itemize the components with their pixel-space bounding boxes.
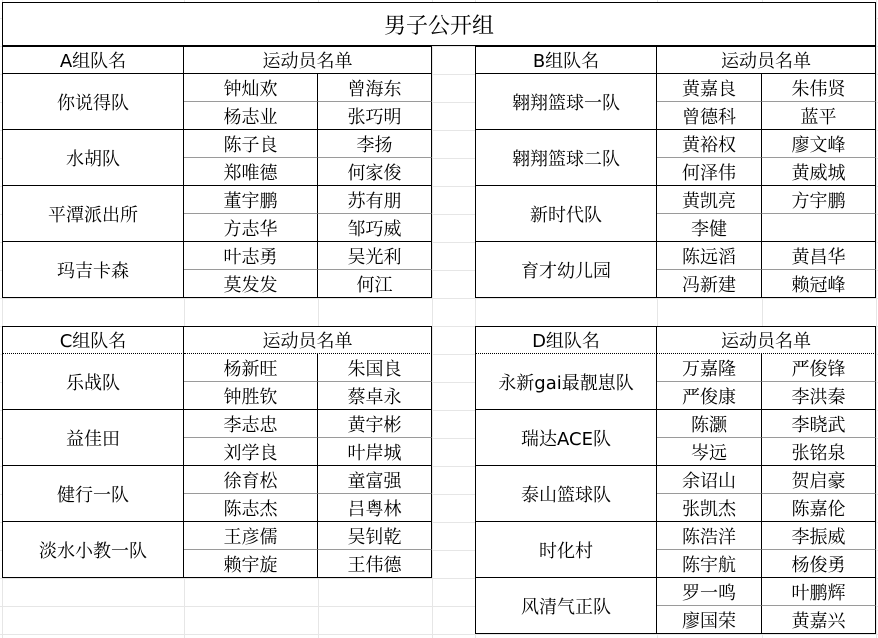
player-name: 陈志杰 xyxy=(184,494,318,522)
team-name: 时化村 xyxy=(475,522,657,578)
player-name: 贺启豪 xyxy=(762,466,876,494)
player-name: 何泽伟 xyxy=(657,158,762,186)
team-name: 永新gai最靓崽队 xyxy=(475,354,657,410)
page-title: 男子公开组 xyxy=(2,2,876,46)
player-name: 岑远 xyxy=(657,438,762,466)
player-name: 李健 xyxy=(657,214,762,242)
player-name: 黄昌华 xyxy=(762,242,876,270)
team-name: 翱翔篮球一队 xyxy=(475,74,657,130)
player-name: 黄嘉良 xyxy=(657,74,762,102)
player-name: 黄凯亮 xyxy=(657,186,762,214)
grid-line xyxy=(0,634,878,635)
player-name: 余诏山 xyxy=(657,466,762,494)
player-name: 黄裕权 xyxy=(657,130,762,158)
player-name: 万嘉隆 xyxy=(657,354,762,382)
player-name: 吕粤林 xyxy=(318,494,432,522)
player-name: 黄嘉兴 xyxy=(762,606,876,634)
player-name: 吴光利 xyxy=(318,242,432,270)
player-name: 朱伟贤 xyxy=(762,74,876,102)
team-name: 益佳田 xyxy=(2,410,184,466)
team-name: 瑞达ACE队 xyxy=(475,410,657,466)
group-header-players: 运动员名单 xyxy=(184,46,432,74)
player-name: 王彦儒 xyxy=(184,522,318,550)
player-name: 陈浩洋 xyxy=(657,522,762,550)
player-name: 杨志业 xyxy=(184,102,318,130)
grid-line xyxy=(876,0,877,638)
player-name: 钟灿欢 xyxy=(184,74,318,102)
player-name: 黄宇彬 xyxy=(318,410,432,438)
player-name: 童富强 xyxy=(318,466,432,494)
player-name: 朱国良 xyxy=(318,354,432,382)
team-name: 平潭派出所 xyxy=(2,186,184,242)
player-name: 黄威城 xyxy=(762,158,876,186)
player-name: 杨俊勇 xyxy=(762,550,876,578)
team-name: 育才幼儿园 xyxy=(475,242,657,298)
team-name: 玛吉卡森 xyxy=(2,242,184,298)
player-name: 叶志勇 xyxy=(184,242,318,270)
team-name: 健行一队 xyxy=(2,466,184,522)
team-name: 新时代队 xyxy=(475,186,657,242)
group-header-team: A组队名 xyxy=(2,46,184,74)
player-name: 钟胜钦 xyxy=(184,382,318,410)
player-name: 罗一鸣 xyxy=(657,578,762,606)
player-name: 方宇鹏 xyxy=(762,186,876,214)
player-name: 苏有朋 xyxy=(318,186,432,214)
player-name: 冯新建 xyxy=(657,270,762,298)
player-name: 陈子良 xyxy=(184,130,318,158)
player-name: 曾德科 xyxy=(657,102,762,130)
team-name: 风清气正队 xyxy=(475,578,657,634)
team-name: 淡水小教一队 xyxy=(2,522,184,578)
team-name: 泰山篮球队 xyxy=(475,466,657,522)
team-name: 乐战队 xyxy=(2,354,184,410)
player-name: 王伟德 xyxy=(318,550,432,578)
player-name: 严俊康 xyxy=(657,382,762,410)
player-name: 徐育松 xyxy=(184,466,318,494)
player-name: 方志华 xyxy=(184,214,318,242)
group-header-players: 运动员名单 xyxy=(184,326,432,354)
player-name: 叶鹏辉 xyxy=(762,578,876,606)
player-name: 赖宇旋 xyxy=(184,550,318,578)
group-header-team: B组队名 xyxy=(475,46,657,74)
team-name: 翱翔篮球二队 xyxy=(475,130,657,186)
player-name: 张凯杰 xyxy=(657,494,762,522)
player-name: 李志忠 xyxy=(184,410,318,438)
team-name: 水胡队 xyxy=(2,130,184,186)
player-name: 赖冠峰 xyxy=(762,270,876,298)
group-header-players: 运动员名单 xyxy=(657,46,876,74)
player-name: 刘学良 xyxy=(184,438,318,466)
player-name: 李洪秦 xyxy=(762,382,876,410)
group-header-team: C组队名 xyxy=(2,326,184,354)
player-name: 陈嘉伦 xyxy=(762,494,876,522)
player-name: 莫发发 xyxy=(184,270,318,298)
player-name: 张铭泉 xyxy=(762,438,876,466)
player-name: 李振威 xyxy=(762,522,876,550)
player-name xyxy=(762,214,876,242)
player-name: 廖文峰 xyxy=(762,130,876,158)
player-name: 陈远滔 xyxy=(657,242,762,270)
player-name: 陈宇航 xyxy=(657,550,762,578)
player-name: 蓝平 xyxy=(762,102,876,130)
player-name: 蔡卓永 xyxy=(318,382,432,410)
player-name: 廖国荣 xyxy=(657,606,762,634)
player-name: 董宇鹏 xyxy=(184,186,318,214)
player-name: 邹巧威 xyxy=(318,214,432,242)
player-name: 何家俊 xyxy=(318,158,432,186)
group-header-team: D组队名 xyxy=(475,326,657,354)
player-name: 张巧明 xyxy=(318,102,432,130)
player-name: 严俊锋 xyxy=(762,354,876,382)
player-name: 曾海东 xyxy=(318,74,432,102)
player-name: 吴钊乾 xyxy=(318,522,432,550)
player-name: 何江 xyxy=(318,270,432,298)
player-name: 李晓武 xyxy=(762,410,876,438)
player-name: 李扬 xyxy=(318,130,432,158)
player-name: 陈灏 xyxy=(657,410,762,438)
team-name: 你说得队 xyxy=(2,74,184,130)
grid-line xyxy=(432,0,433,638)
grid-line xyxy=(0,298,878,299)
player-name: 叶岸城 xyxy=(318,438,432,466)
group-header-players: 运动员名单 xyxy=(657,326,876,354)
player-name: 郑唯德 xyxy=(184,158,318,186)
player-name: 杨新旺 xyxy=(184,354,318,382)
